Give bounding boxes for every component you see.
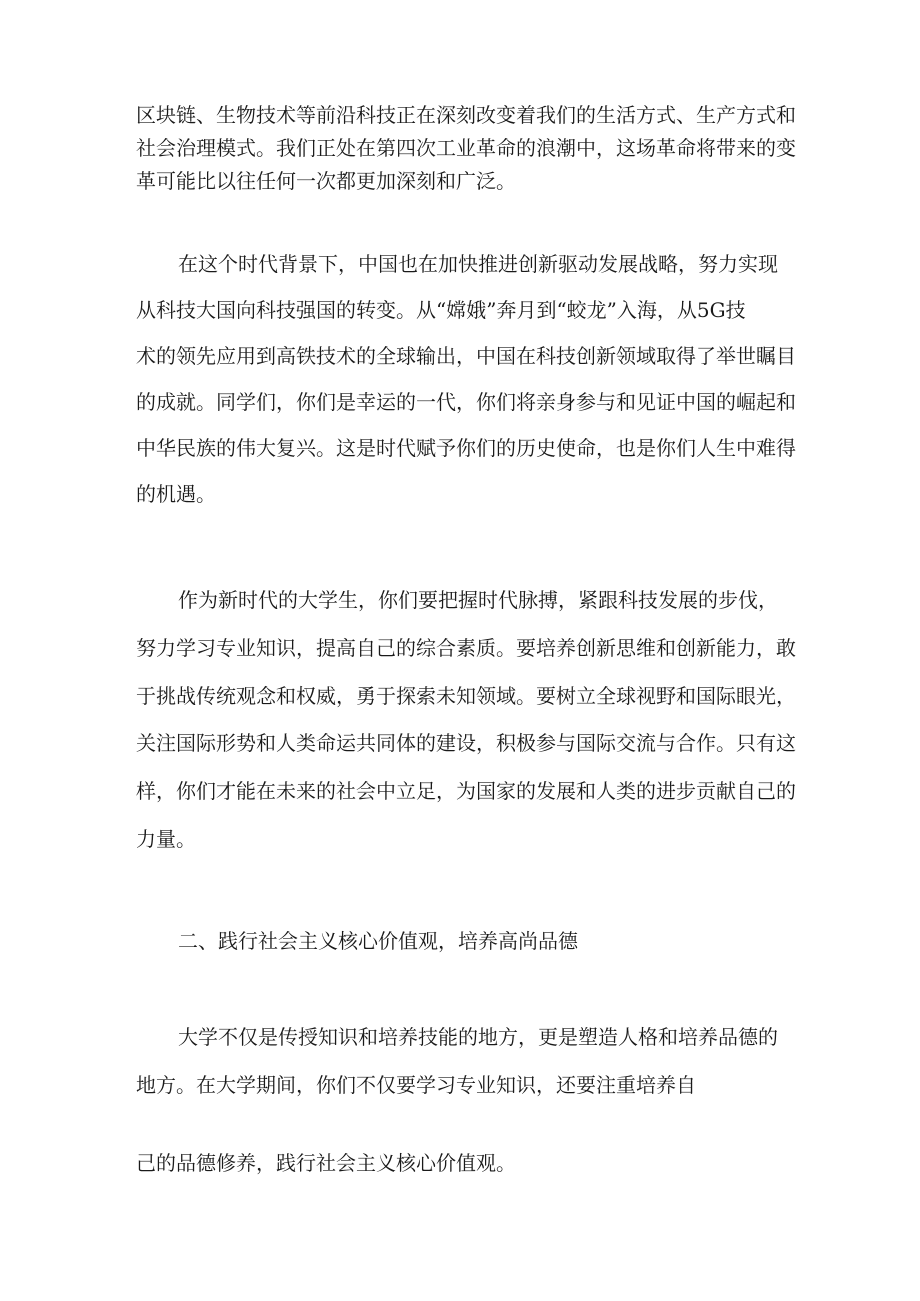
paragraph-3-line-2: 努力学习专业知识，提高自己的综合素质。要培养创新思维和创新能力，敢 <box>136 636 796 660</box>
paragraph-4-line-2: 地方。在大学期间，你们不仅要学习专业知识，还要注重培养自 <box>136 1073 696 1097</box>
paragraph-2-line-4: 的成就。同学们，你们是幸运的一代，你们将亲身参与和见证中国的崛起和 <box>136 390 796 414</box>
paragraph-2-line-3: 术的领先应用到高铁技术的全球输出，中国在科技创新领域取得了举世瞩目 <box>136 344 796 368</box>
section-heading: 二、践行社会主义核心价值观，培养高尚品德 <box>178 929 578 953</box>
paragraph-1-line-3: 革可能比以往任何一次都更加深刻和广泛。 <box>136 169 516 193</box>
paragraph-3-line-4: 关注国际形势和人类命运共同体的建设，积极参与国际交流与合作。只有这 <box>136 731 796 755</box>
paragraph-4-line-1: 大学不仅是传授知识和培养技能的地方，更是塑造人格和培养品德的 <box>178 1025 778 1049</box>
paragraph-5-line-1: 己的品德修养，践行社会主义核心价值观。 <box>136 1151 516 1175</box>
paragraph-2-line-2: 从科技大国向科技强国的转变。从“嫦娥”奔月到“蛟龙”入海，从5G技 <box>136 298 746 322</box>
paragraph-3-line-1: 作为新时代的大学生，你们要把握时代脉搏，紧跟科技发展的步伐， <box>178 588 778 612</box>
paragraph-2-line-5: 中华民族的伟大复兴。这是时代赋予你们的历史使命，也是你们人生中难得 <box>136 436 796 460</box>
paragraph-3-line-6: 力量。 <box>136 827 196 851</box>
paragraph-1-line-2: 社会治理模式。我们正处在第四次工业革命的浪潮中，这场革命将带来的变 <box>136 136 796 160</box>
paragraph-2-line-6: 的机遇。 <box>136 482 216 506</box>
paragraph-3-line-3: 于挑战传统观念和权威，勇于探索未知领域。要树立全球视野和国际眼光， <box>136 684 796 708</box>
paragraph-2-line-1: 在这个时代背景下，中国也在加快推进创新驱动发展战略，努力实现 <box>178 252 778 276</box>
paragraph-3-line-5: 样，你们才能在未来的社会中立足，为国家的发展和人类的进步贡献自己的 <box>136 779 796 803</box>
paragraph-1-line-1: 区块链、生物技术等前沿科技正在深刻改变着我们的生活方式、生产方式和 <box>136 103 796 127</box>
